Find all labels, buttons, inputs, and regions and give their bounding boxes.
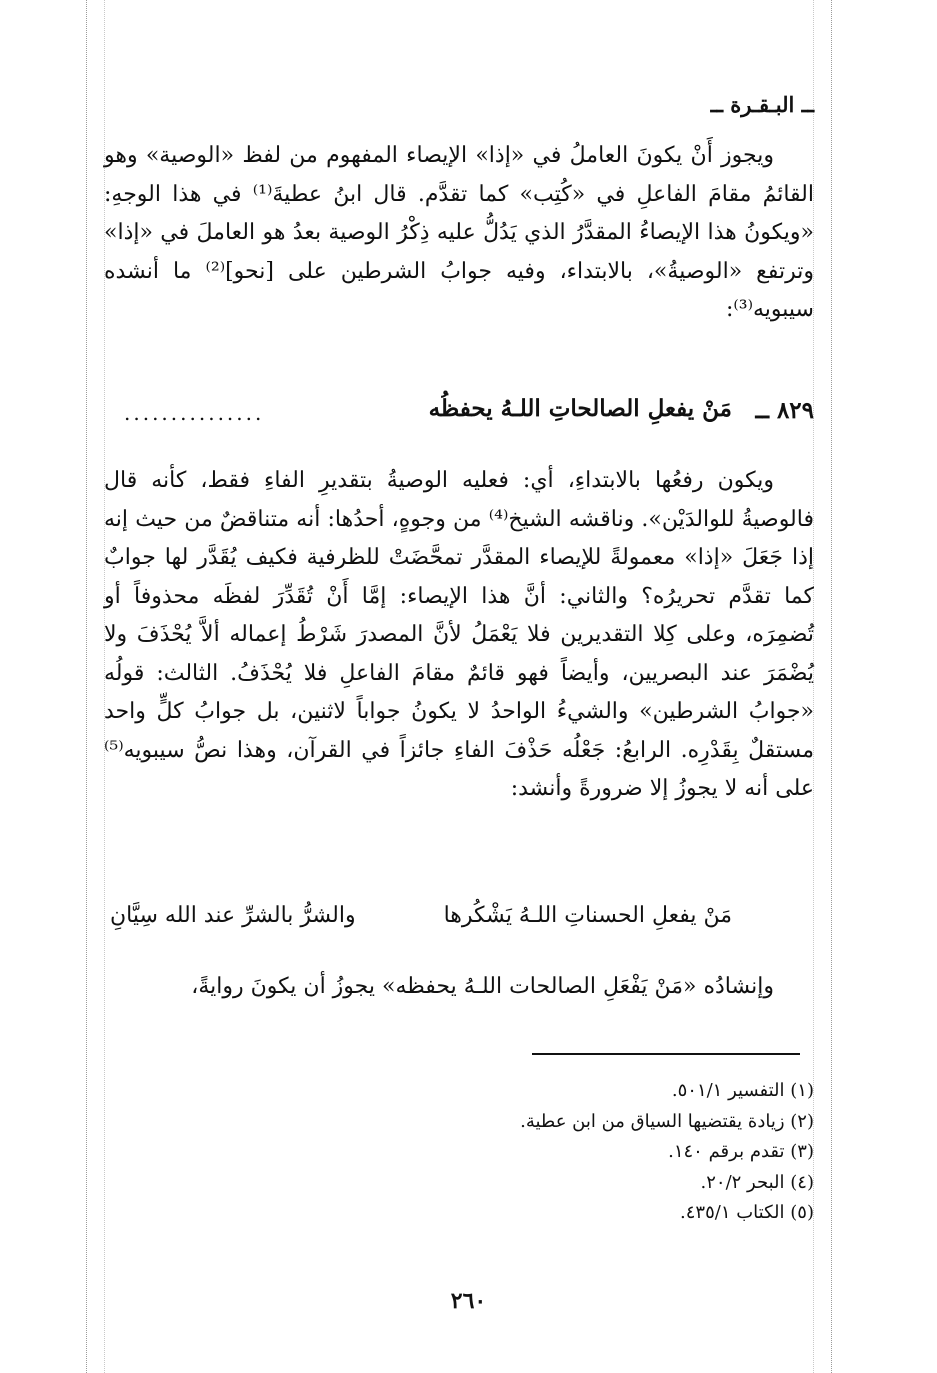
verse-number: ٨٢٩ ــ	[755, 397, 814, 424]
running-header: ــ البـقـرة ــ	[710, 92, 814, 117]
footnote-number: (١)	[790, 1080, 814, 1101]
footnote-item	[520, 1137, 814, 1168]
paragraph-3-block	[104, 968, 814, 1007]
footnote-text: التفسير ٥٠١/١.	[671, 1080, 785, 1101]
footnote-item	[520, 1198, 814, 1229]
footnote-text: الكتاب ٤٣٥/١.	[680, 1202, 785, 1223]
paragraph-2-block	[104, 462, 814, 809]
paragraph-2: ويكون رفعُها بالابتداءِ، أي: فعليه الوصيةُ بتقديرِ الفاءِ فقط، كأنه قال فالوصيةُ للوالدَيْن». وناقشه الشيخ⁽⁴⁾ من وجوهٍ، أحدُها: أنه متناقضٌ من حيث إنه إذا جَعَلَ «إذا» معمولةً للإيصاء المقدَّر تمحَّضَتْ للظرفية فكيف يُقَدَّر لها جوابٌ كما تقدَّم تحريرُه؟ والثاني: أنَّ هذا الإيصاء: إمَّا أَنْ تُقَدِّرَ لفظَه محذوفاً أو تُضمِرَه، وعلى كِلا التقديرين فلا يَعْمَلُ لأنَّ المصدرَ شَرْطُ إعماله ألاَّ يُحْذَفَ ولا يُضْمَرَ عند البصريين، وأيضاً فهو قائمٌ مقامَ الفاعلِ فلا يُحْذَفُ. الثالث: قولُه «جوابُ الشرطين» والشيءُ الواحدُ لا يكونُ جواباً لاثنين، بل جوابُ كلٍّ واحد مستقلٌ بِقَدْرِه. الرابعُ: جَعْلُه حَذْفَ الفاءِ جائزاً في القرآن، وهذا نصُّ سيبويه⁽⁵⁾ على أنه لا يجوزُ إلا ضرورةً وأنشد:	[104, 468, 814, 801]
margin-guide-left	[86, 0, 87, 1373]
footnote-item	[520, 1107, 814, 1138]
footnote-text: البحر ٢٠/٢.	[700, 1171, 785, 1193]
footnotes-list	[520, 1076, 814, 1229]
footnote-number: (٣)	[790, 1141, 814, 1162]
footnote-text: زيادة يقتضيها السياق من ابن عطية.	[520, 1110, 785, 1132]
poem-first-hemistich: مَنْ يفعلِ الحسناتِ اللـهُ يَشْكُرها	[443, 903, 732, 928]
verse-line: مَنْ يفعلِ الصالحاتِ اللـهُ يحفظُه	[428, 395, 732, 422]
footnote-number: (٢)	[790, 1110, 814, 1132]
margin-guide-right	[831, 0, 832, 1373]
paragraph-3: وإنشادُه «مَنْ يَفْعَلِ الصالحات اللـهُ يحفظه» يجوزُ أن يكونَ روايةً،	[191, 974, 774, 999]
footnote-item	[520, 1076, 814, 1107]
verse-dots: ...............	[124, 401, 265, 425]
footnote-text: تقدم برقم ١٤٠.	[668, 1141, 785, 1162]
footnote-item	[520, 1168, 814, 1199]
footnote-number: (٥)	[790, 1202, 814, 1223]
paragraph-1-block	[104, 137, 814, 330]
page-number: ٢٦٠	[450, 1288, 487, 1314]
footnote-separator	[532, 1053, 800, 1055]
poem-second-hemistich: والشرُّ بالشرِّ عند الله سِيَّانِ	[110, 903, 356, 928]
footnote-number: (٤)	[790, 1171, 814, 1193]
paragraph-1: ويجوز أَنْ يكونَ العاملُ في «إذا» الإيصاء المفهوم من لفظ «الوصية» وهو القائمُ مقامَ الفاعلِ في «كُتِب» كما تقدَّم. قال ابنُ عطيةَ⁽¹⁾ في هذا الوجهِ: «ويكونُ هذا الإيصاءُ المقدَّرُ الذي يَدُلُّ عليه ذِكْرُ الوصية بعدُ هو العاملَ في «إذا» وترتفع «الوصيةُ»، بالابتداء، وفيه جوابُ الشرطين على [نحو]⁽²⁾ ما أنشده سيبويه⁽³⁾:	[104, 143, 815, 322]
